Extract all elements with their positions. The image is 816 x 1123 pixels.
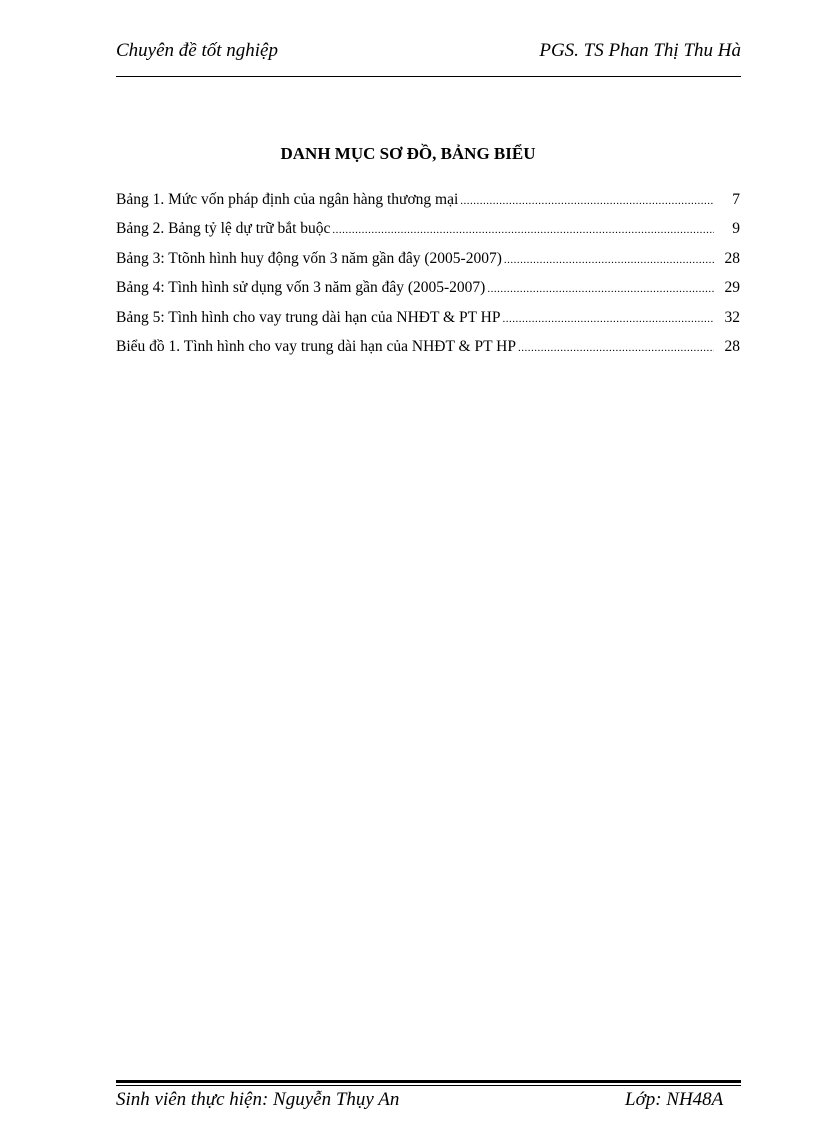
- toc-entry-text: Biểu đồ 1. Tình hình cho vay trung dài hạn của NHĐT & PT HP: [116, 337, 516, 355]
- toc-entry-table-2: [116, 219, 740, 248]
- toc-page-number: 28: [724, 249, 740, 267]
- toc-page-number: 29: [724, 279, 740, 297]
- toc-entry-text: Bảng 3: Ttõnh hình huy động vốn 3 năm gần đây (2005-2007): [116, 249, 502, 267]
- dot-leader: [460, 191, 714, 211]
- footer-double-rule: [116, 1080, 741, 1087]
- footer-class: Lớp: NH48A: [625, 1089, 724, 1110]
- dot-leader: [518, 338, 714, 358]
- toc-entry-text: Bảng 5: Tình hình cho vay trung dài hạn của NHĐT & PT HP: [116, 308, 501, 326]
- toc-entry-table-1: [116, 190, 740, 219]
- toc-page-number: 7: [732, 191, 740, 208]
- toc-entry-text: Bảng 2. Bảng tỷ lệ dự trữ bắt buộc: [116, 220, 331, 238]
- toc-page-number: 28: [724, 337, 740, 355]
- toc-entry-table-4: [116, 278, 740, 307]
- toc-page-number: 9: [732, 220, 740, 238]
- table-of-figures: [116, 190, 740, 366]
- toc-entry-text: Bảng 1. Mức vốn pháp định của ngân hàng thương mại: [116, 191, 459, 208]
- toc-entry-table-3: [116, 249, 740, 278]
- toc-entry-chart-1: [116, 337, 740, 366]
- header-supervisor: PGS. TS Phan Thị Thu Hà: [539, 40, 741, 61]
- toc-entry-table-5: [116, 308, 740, 337]
- header-document-type: Chuyên đề tốt nghiệp: [116, 40, 278, 61]
- dot-leader: [504, 250, 714, 270]
- page-header: [116, 38, 741, 77]
- dot-leader: [332, 220, 714, 240]
- toc-entry-text: Bảng 4: Tình hình sử dụng vốn 3 năm gần đây (2005-2007): [116, 279, 486, 297]
- page-title: DANH MỤC SƠ ĐỒ, BẢNG BIỂU: [280, 144, 536, 163]
- toc-page-number: 32: [724, 308, 740, 326]
- dot-leader: [487, 279, 714, 299]
- dot-leader: [502, 309, 714, 329]
- footer-student-name: Sinh viên thực hiện: Nguyễn Thụy An: [116, 1089, 400, 1110]
